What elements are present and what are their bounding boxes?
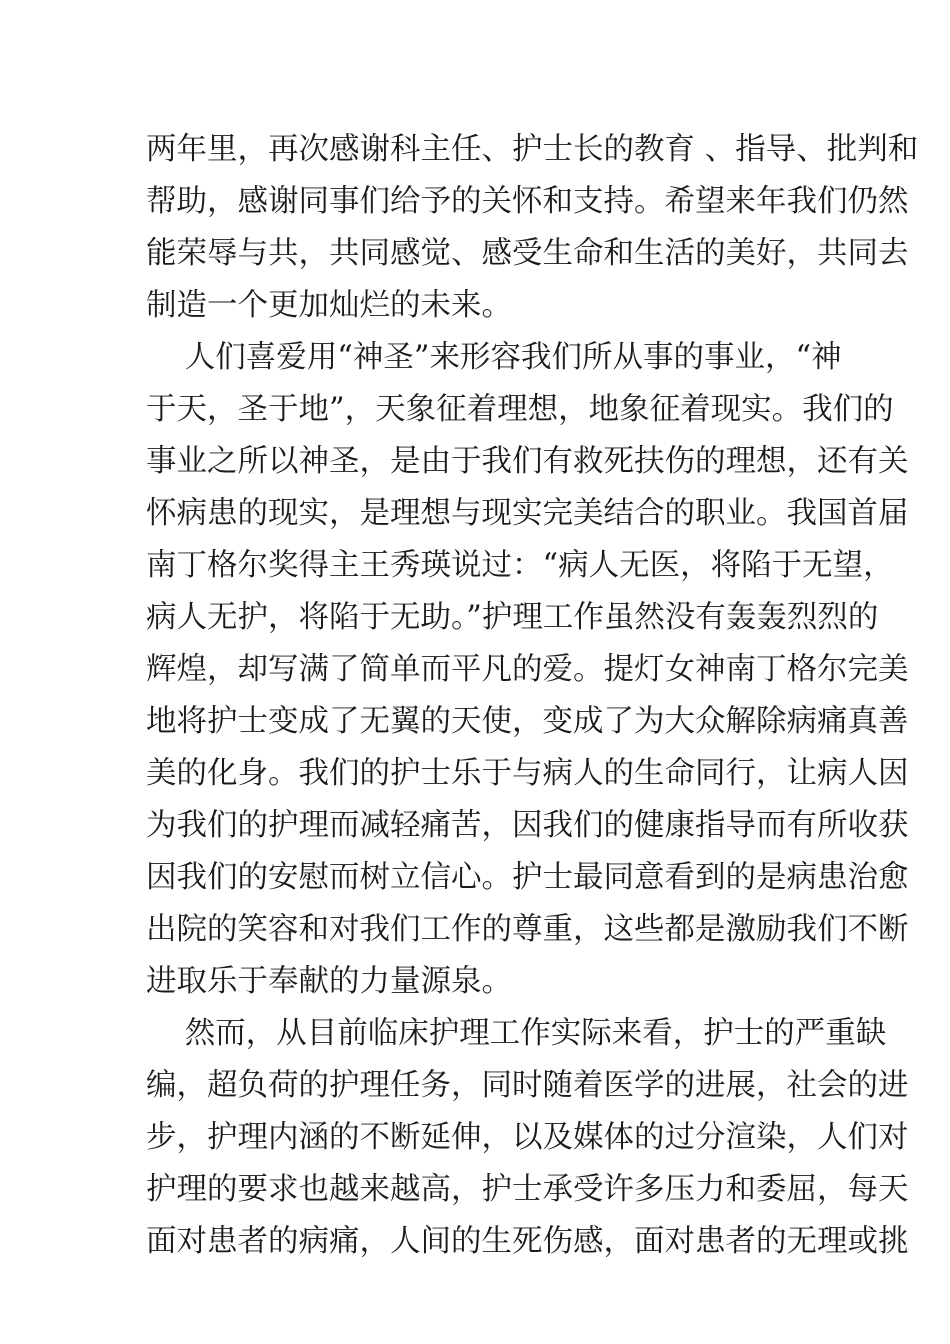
text-line: 制造一个更加灿烂的未来。 [146,288,512,323]
text-line: 护理的要求也越来越高，护士承受许多压力和委屈，每天 [146,1172,909,1207]
text-line: 步，护理内涵的不断延伸，以及媒体的过分渲染，人们对 [146,1120,909,1155]
text-line: 出院的笑容和对我们工作的尊重，这些都是激励我们不断 [146,912,909,947]
text-line: 两年里，再次感谢科主任、护士长的教育 、指导、批判和 [146,132,919,167]
text-line: 辉煌，却写满了简单而平凡的爱。提灯女神南丁格尔完美 [146,652,909,687]
text-line: 南丁格尔奖得主王秀瑛说过：“病人无医，将陷于无望， [146,548,894,583]
text-line: 帮助，感谢同事们给予的关怀和支持。希望来年我们仍然 [146,184,909,219]
text-line: 地将护士变成了无翼的天使，变成了为大众解除病痛真善 [146,704,909,739]
text-line: 怀病患的现实，是理想与现实完美结合的职业。我国首届 [146,496,909,531]
text-line: 于天，圣于地”，天象征着理想，地象征着现实。我们的 [146,392,894,427]
text-line: 然而，从目前临床护理工作实际来看，护士的严重缺 [146,1016,887,1051]
text-line: 面对患者的病痛，人间的生死伤感，面对患者的无理或挑 [146,1224,909,1259]
text-line: 病人无护，将陷于无助。”护理工作虽然没有轰轰烈烈的 [146,600,879,635]
document-body [146,124,919,1268]
text-line: 进取乐于奉献的力量源泉。 [146,964,512,999]
text-line: 为我们的护理而减轻痛苦，因我们的健康指导而有所收获 [146,808,909,843]
text-line: 因我们的安慰而树立信心。护士最同意看到的是病患治愈 [146,860,909,895]
text-line: 人们喜爱用“神圣”来形容我们所从事的事业，“神 [146,340,842,375]
text-line: 事业之所以神圣，是由于我们有救死扶伤的理想，还有关 [146,444,909,479]
text-line: 编，超负荷的护理任务，同时随着医学的进展，社会的进 [146,1068,909,1103]
text-line: 美的化身。我们的护士乐于与病人的生命同行，让病人因 [146,756,909,791]
text-line: 能荣辱与共，共同感觉、感受生命和生活的美好，共同去 [146,236,909,271]
